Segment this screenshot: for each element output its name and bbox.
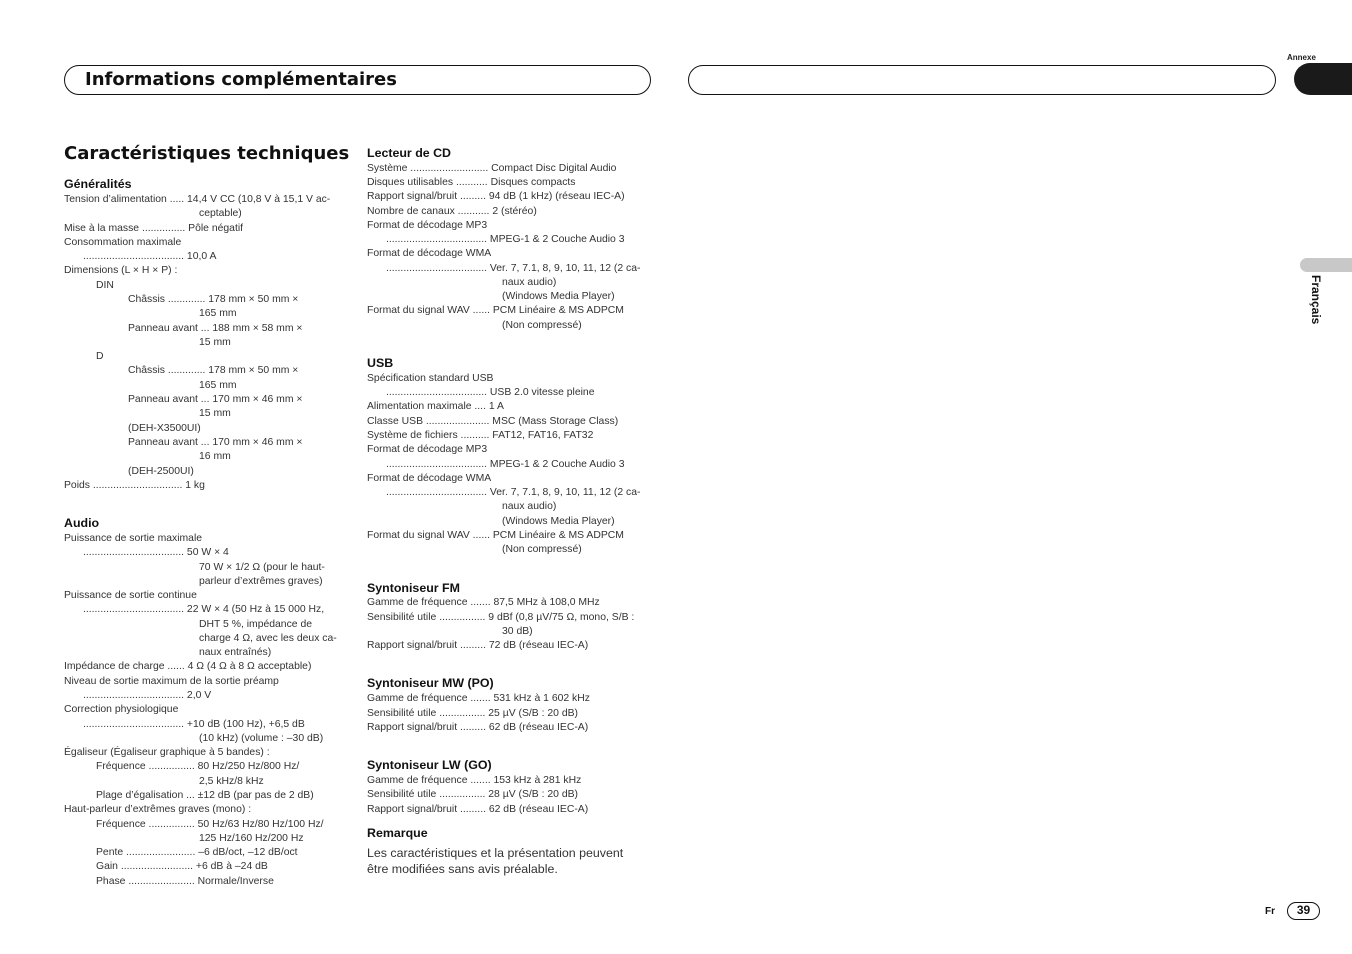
- spec-line: Nombre de canaux ........... 2 (stéréo): [367, 206, 537, 217]
- spec-line: naux audio): [502, 501, 557, 512]
- spec-line: D: [96, 351, 104, 362]
- spec-line: Impédance de charge ...... 4 Ω (4 Ω à 8 Ω acceptable): [64, 661, 312, 672]
- spec-line: Panneau avant ... 170 mm × 46 mm ×: [128, 394, 303, 405]
- page-number: 39: [1287, 902, 1320, 920]
- section-title-fm: Syntoniseur FM: [367, 581, 460, 595]
- spec-line: 70 W × 1/2 Ω (pour le haut-: [199, 562, 325, 573]
- spec-line: Gamme de fréquence ....... 531 kHz à 1 602 kHz: [367, 693, 590, 704]
- spec-line: Correction physiologique: [64, 704, 179, 715]
- spec-line: Gain ......................... +6 dB à –24 dB: [96, 861, 268, 872]
- spec-line: ................................... 2,0 V: [83, 690, 212, 701]
- spec-line: Format de décodage MP3: [367, 444, 488, 455]
- spec-line: 165 mm: [199, 380, 237, 391]
- spec-line: (10 kHz) (volume : –30 dB): [199, 733, 324, 744]
- spec-line: Phase ....................... Normale/Inverse: [96, 876, 274, 887]
- spec-line: Consommation maximale: [64, 237, 182, 248]
- annexe-label: Annexe: [1287, 53, 1316, 62]
- spec-line: Puissance de sortie maximale: [64, 533, 203, 544]
- spec-line: (DEH-X3500UI): [128, 423, 201, 434]
- spec-line: 15 mm: [199, 337, 231, 348]
- spec-line: Poids ............................... 1 kg: [64, 480, 205, 491]
- spec-line: Rapport signal/bruit ......... 62 dB (réseau IEC-A): [367, 804, 589, 815]
- spec-line: ................................... 10,0 A: [83, 251, 217, 262]
- spec-line: Haut-parleur d’extrêmes graves (mono) :: [64, 804, 252, 815]
- spec-line: Fréquence ................ 80 Hz/250 Hz/800 Hz/: [96, 761, 300, 772]
- spec-line: (DEH-2500UI): [128, 466, 194, 477]
- spec-line: Égaliseur (Égaliseur graphique à 5 bandes) :: [64, 747, 270, 758]
- spec-line: parleur d’extrêmes graves): [199, 576, 323, 587]
- spec-line: ceptable): [199, 208, 242, 219]
- spec-line: ................................... 22 W × 4 (50 Hz à 15 000 Hz,: [83, 604, 325, 615]
- spec-line: DHT 5 %, impédance de: [199, 619, 313, 630]
- spec-line: Fréquence ................ 50 Hz/63 Hz/80 Hz/100 Hz/: [96, 819, 324, 830]
- spec-line: Pente ........................ –6 dB/oct, –12 dB/oct: [96, 847, 298, 858]
- spec-line: Alimentation maximale .... 1 A: [367, 401, 504, 412]
- spec-line: 15 mm: [199, 408, 231, 419]
- page-title: Caractéristiques techniques: [64, 143, 350, 164]
- spec-line: 2,5 kHz/8 kHz: [199, 776, 264, 787]
- spec-line: (Non compressé): [502, 544, 582, 555]
- remark-line: Les caractéristiques et la présentation peuvent: [367, 846, 624, 860]
- spec-line: Gamme de fréquence ....... 153 kHz à 281 kHz: [367, 775, 582, 786]
- spec-line: Classe USB ...................... MSC (Mass Storage Class): [367, 416, 619, 427]
- spec-line: Format de décodage WMA: [367, 248, 492, 259]
- spec-line: Système de fichiers .......... FAT12, FAT16, FAT32: [367, 430, 594, 441]
- section-header-title: Informations complémentaires: [85, 69, 397, 90]
- spec-line: 125 Hz/160 Hz/200 Hz: [199, 833, 304, 844]
- spec-line: (Windows Media Player): [502, 291, 615, 302]
- spec-line: charge 4 Ω, avec les deux ca-: [199, 633, 337, 644]
- section-title-lw: Syntoniseur LW (GO): [367, 758, 492, 772]
- annexe-tab: [1294, 63, 1352, 95]
- spec-line: Format du signal WAV ...... PCM Linéaire & MS ADPCM: [367, 530, 624, 541]
- section-title-remarque: Remarque: [367, 826, 428, 840]
- language-tab: [1300, 258, 1352, 272]
- spec-line: Niveau de sortie maximum de la sortie préamp: [64, 676, 279, 687]
- section-title-lecteur-cd: Lecteur de CD: [367, 146, 451, 160]
- section-title-generalites: Généralités: [64, 177, 132, 191]
- spec-line: Sensibilité utile ................ 25 µV (S/B : 20 dB): [367, 708, 579, 719]
- spec-line: (Non compressé): [502, 320, 582, 331]
- section-header-bar: [64, 65, 651, 95]
- right-header-bar: [688, 65, 1276, 95]
- spec-line: Spécification standard USB: [367, 373, 494, 384]
- spec-line: Panneau avant ... 170 mm × 46 mm ×: [128, 437, 303, 448]
- spec-line: Châssis ............. 178 mm × 50 mm ×: [128, 294, 299, 305]
- spec-line: Dimensions (L × H × P) :: [64, 265, 178, 276]
- spec-line: Gamme de fréquence ....... 87,5 MHz à 108,0 MHz: [367, 597, 600, 608]
- spec-line: Plage d’égalisation ... ±12 dB (par pas de 2 dB): [96, 790, 314, 801]
- spec-line: naux audio): [502, 277, 557, 288]
- spec-line: Sensibilité utile ................ 9 dBf (0,8 µV/75 Ω, mono, S/B :: [367, 612, 635, 623]
- remark-line: être modifiées sans avis préalable.: [367, 862, 558, 876]
- spec-line: ................................... USB 2.0 vitesse pleine: [386, 387, 595, 398]
- spec-line: Rapport signal/bruit ......... 94 dB (1 kHz) (réseau IEC-A): [367, 191, 625, 202]
- spec-line: Tension d’alimentation ..... 14,4 V CC (10,8 V à 15,1 V ac-: [64, 194, 331, 205]
- section-title-mw: Syntoniseur MW (PO): [367, 676, 494, 690]
- spec-line: ................................... Ver. 7, 7.1, 8, 9, 10, 11, 12 (2 ca-: [386, 487, 641, 498]
- language-label: Français: [1309, 275, 1323, 325]
- spec-line: Sensibilité utile ................ 28 µV (S/B : 20 dB): [367, 789, 579, 800]
- spec-line: DIN: [96, 280, 114, 291]
- spec-line: 30 dB): [502, 626, 533, 637]
- footer-lang-code: Fr: [1265, 906, 1275, 917]
- spec-line: Format de décodage MP3: [367, 220, 488, 231]
- section-title-usb: USB: [367, 356, 394, 370]
- spec-line: Format du signal WAV ...... PCM Linéaire & MS ADPCM: [367, 305, 624, 316]
- spec-line: Format de décodage WMA: [367, 473, 492, 484]
- spec-line: naux entraînés): [199, 647, 272, 658]
- spec-line: Rapport signal/bruit ......... 62 dB (réseau IEC-A): [367, 722, 589, 733]
- spec-line: Rapport signal/bruit ......... 72 dB (réseau IEC-A): [367, 640, 589, 651]
- spec-line: ................................... MPEG-1 & 2 Couche Audio 3: [386, 459, 625, 470]
- spec-line: Mise à la masse ............... Pôle négatif: [64, 223, 244, 234]
- spec-line: Disques utilisables ........... Disques compacts: [367, 177, 576, 188]
- spec-line: Puissance de sortie continue: [64, 590, 197, 601]
- spec-line: ................................... Ver. 7, 7.1, 8, 9, 10, 11, 12 (2 ca-: [386, 263, 641, 274]
- spec-line: ................................... +10 dB (100 Hz), +6,5 dB: [83, 719, 305, 730]
- spec-line: Châssis ............. 178 mm × 50 mm ×: [128, 365, 299, 376]
- spec-line: ................................... MPEG-1 & 2 Couche Audio 3: [386, 234, 625, 245]
- spec-line: 165 mm: [199, 308, 237, 319]
- spec-line: (Windows Media Player): [502, 516, 615, 527]
- section-title-audio: Audio: [64, 516, 100, 530]
- spec-line: ................................... 50 W × 4: [83, 547, 229, 558]
- spec-line: Panneau avant ... 188 mm × 58 mm ×: [128, 323, 303, 334]
- spec-line: Système ........................... Compact Disc Digital Audio: [367, 163, 617, 174]
- spec-line: 16 mm: [199, 451, 231, 462]
